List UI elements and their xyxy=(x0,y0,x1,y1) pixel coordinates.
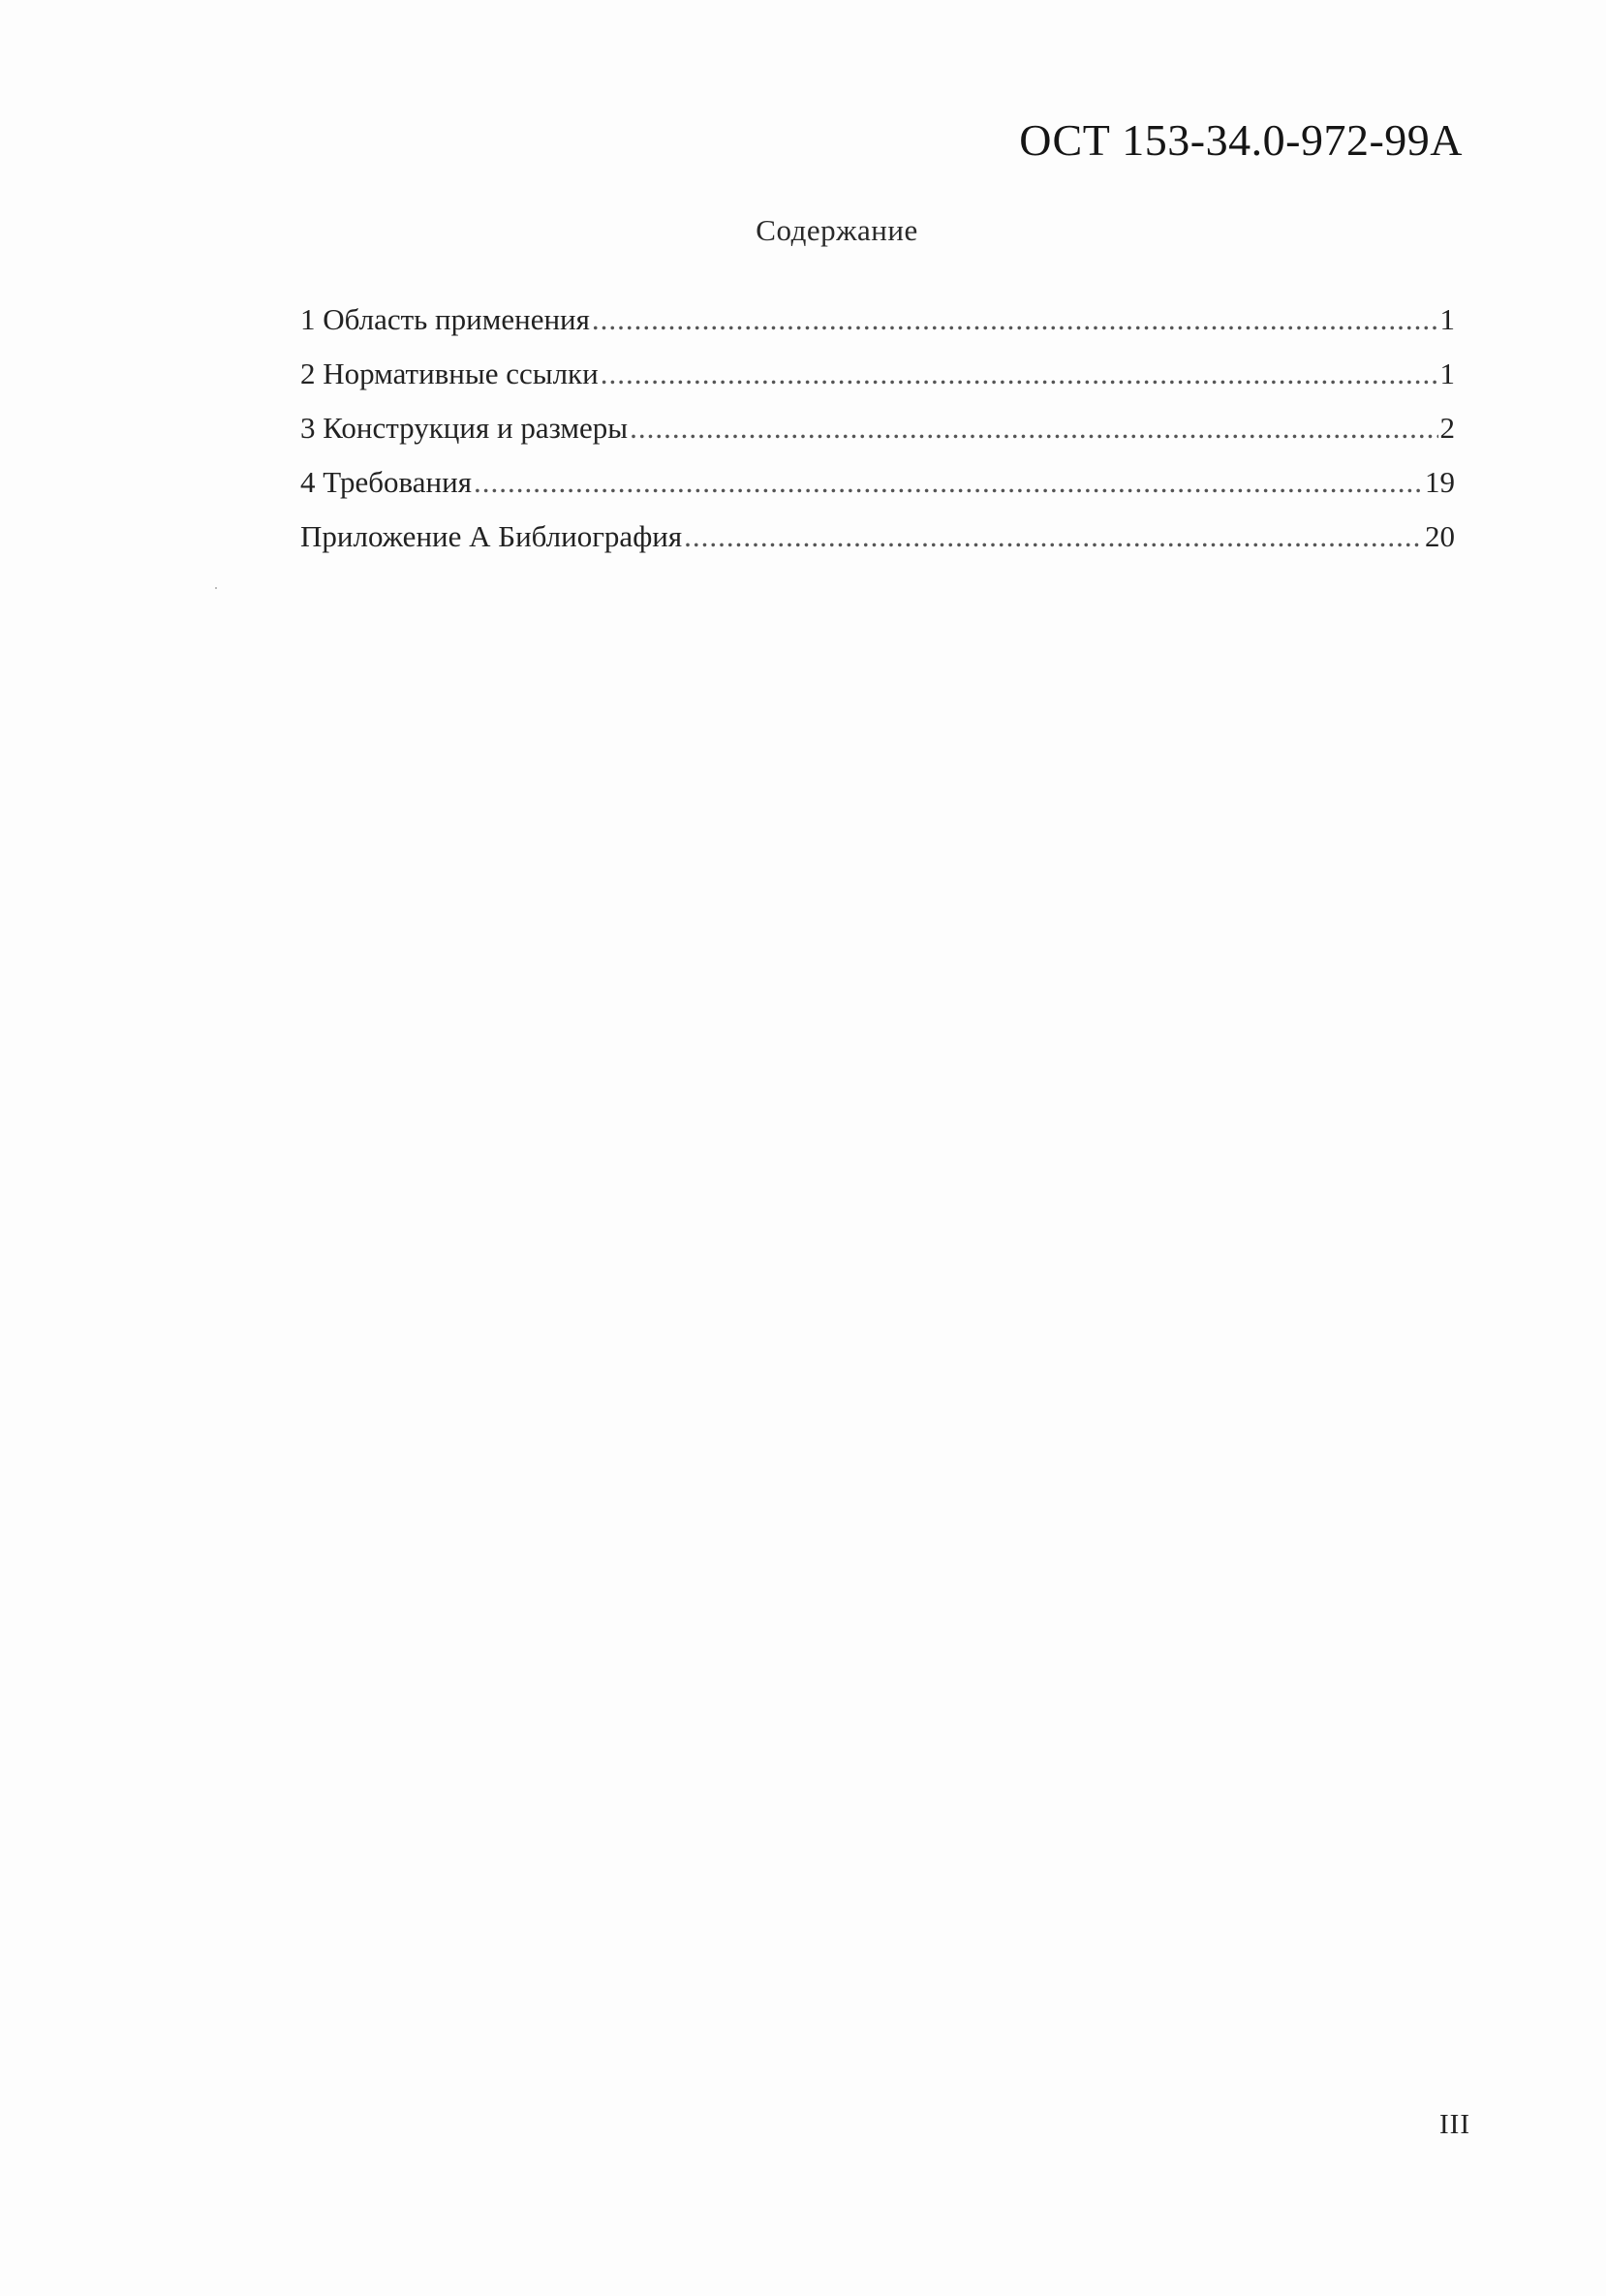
toc-entry-page: 19 xyxy=(1425,465,1455,499)
toc-entry-page: 1 xyxy=(1439,302,1455,336)
toc-title: Содержание xyxy=(756,213,918,247)
toc-entry-page: 2 xyxy=(1439,411,1455,445)
toc-entry xyxy=(300,357,1455,411)
toc-dot-leader xyxy=(630,411,1437,446)
toc-entry-label: Приложение А Библиография xyxy=(300,519,683,553)
toc-entry xyxy=(300,519,1455,574)
toc-dot-leader xyxy=(601,357,1438,391)
table-of-contents xyxy=(300,302,1455,574)
toc-entry-label: 1 Область применения xyxy=(300,302,590,336)
toc-entry xyxy=(300,411,1455,465)
toc-entry xyxy=(300,465,1455,519)
page-number: III xyxy=(1439,2109,1470,2140)
toc-dot-leader xyxy=(592,302,1438,337)
toc-entry-page: 1 xyxy=(1439,357,1455,390)
toc-dot-leader xyxy=(474,465,1423,500)
toc-entry-label: 2 Нормативные ссылки xyxy=(300,357,599,390)
toc-dot-leader xyxy=(684,519,1423,554)
toc-entry-label: 4 Требования xyxy=(300,465,472,499)
scan-speck xyxy=(215,587,217,589)
toc-entry-page: 20 xyxy=(1425,519,1455,553)
toc-entry-label: 3 Конструкция и размеры xyxy=(300,411,629,445)
document-code: ОСТ 153-34.0-972-99А xyxy=(1019,115,1463,165)
toc-entry xyxy=(300,302,1455,357)
